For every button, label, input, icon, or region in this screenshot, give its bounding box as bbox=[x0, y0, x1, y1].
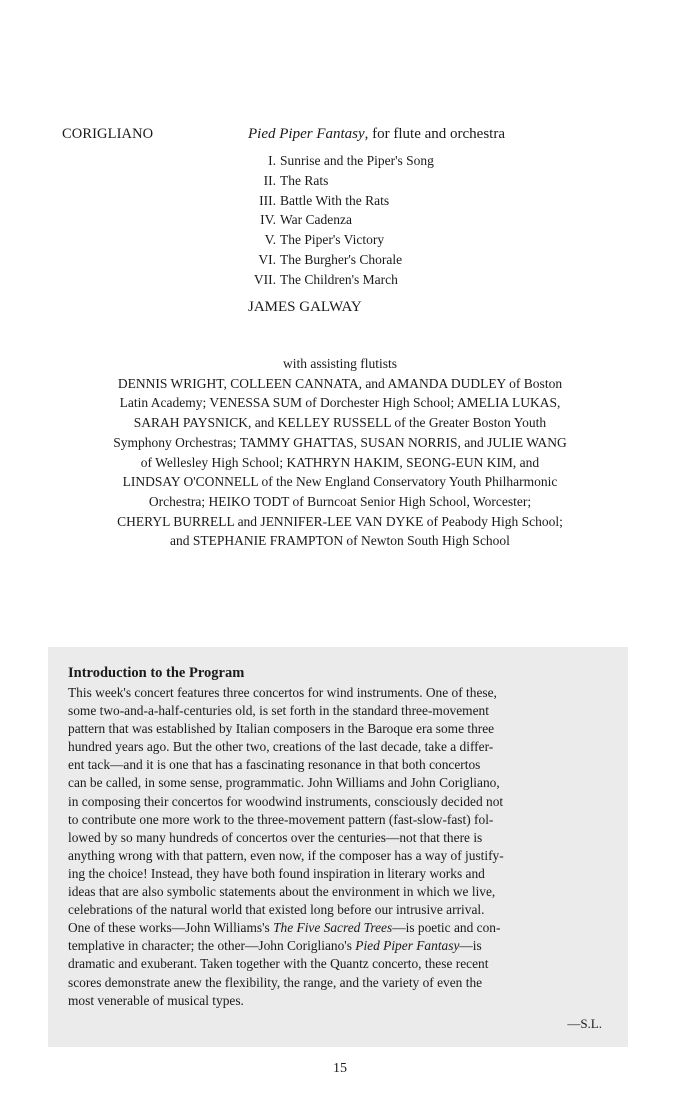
assisting-line: of Wellesley High School; KATHRYN HAKIM, SEONG-EUN KIM, and bbox=[140, 454, 540, 470]
assisting-line: DENNIS WRIGHT, COLLEEN CANNATA, and AMANDA DUDLEY of Boston bbox=[117, 375, 563, 391]
assisting-flutists bbox=[40, 354, 640, 551]
work-title-rest: , for flute and orchestra bbox=[364, 126, 505, 142]
assisting-line: SARAH PAYSNICK, and KELLEY RUSSELL of the Greater Boston Youth bbox=[133, 415, 547, 431]
assisting-line: Latin Academy; VENESSA SUM of Dorchester High School; AMELIA LUKAS, bbox=[119, 395, 561, 411]
movement-item bbox=[248, 250, 434, 270]
assisting-lead: with assisting flutists bbox=[282, 356, 397, 371]
introduction-heading: Introduction to the Program bbox=[68, 665, 245, 681]
movement-item bbox=[248, 230, 434, 250]
movement-title: The Rats bbox=[280, 172, 329, 188]
intro-line: hundred years ago. But the other two, creations of the last decade, take a differ- bbox=[68, 739, 494, 755]
movement-number: IV. bbox=[260, 212, 276, 228]
movement-number: VI. bbox=[258, 251, 276, 267]
intro-line: ing the choice! Instead, they have both found inspiration in literary works and bbox=[68, 865, 485, 881]
movement-title: Sunrise and the Piper's Song bbox=[280, 153, 434, 168]
movement-list bbox=[248, 151, 434, 290]
intro-line: pattern that was established by Italian composers in the Baroque era some three bbox=[68, 721, 495, 737]
intro-work-title: The Five Sacred Trees bbox=[273, 920, 393, 936]
assisting-line: and STEPHANIE FRAMPTON of Newton South High School bbox=[170, 533, 510, 549]
intro-text: templative in character; the other—John Corigliano's bbox=[68, 938, 356, 954]
intro-line bbox=[68, 937, 616, 955]
movement-number: VII. bbox=[253, 271, 276, 287]
assisting-line: Orchestra; HEIKO TODT of Burncoat Senior High School, Worcester; bbox=[148, 493, 532, 509]
movement-number: III. bbox=[259, 192, 276, 208]
composer-name: CORIGLIANO bbox=[62, 126, 154, 142]
introduction-content bbox=[68, 665, 616, 1032]
intro-line: to contribute one more work to the three-movement pattern (fast-slow-fast) fol- bbox=[68, 811, 494, 827]
author-signature: —S.L. bbox=[567, 1015, 602, 1031]
intro-text: —is poetic and con- bbox=[392, 920, 501, 936]
movement-number: I. bbox=[268, 153, 276, 168]
soloist-name: JAMES GALWAY bbox=[248, 299, 362, 315]
intro-line: can be called, in some sense, programmatic. John Williams and John Corigliano, bbox=[68, 775, 500, 791]
intro-work-title: Pied Piper Fantasy bbox=[355, 938, 460, 954]
assisting-line: LINDSAY O'CONNELL of the New England Conservatory Youth Philharmonic bbox=[122, 474, 558, 490]
movement-number: V. bbox=[264, 232, 276, 248]
intro-text: One of these works—John Williams's bbox=[68, 920, 274, 936]
intro-line: some two-and-a-half-centuries old, is set forth in the standard three-movement bbox=[68, 703, 489, 719]
work-title-italic: Pied Piper Fantasy bbox=[248, 126, 365, 142]
work-title bbox=[248, 126, 505, 143]
intro-line: dramatic and exuberant. Taken together with the Quantz concerto, these recent bbox=[68, 956, 489, 972]
movement-item bbox=[248, 210, 434, 230]
movement-title: Battle With the Rats bbox=[280, 192, 390, 208]
movement-item bbox=[248, 151, 434, 171]
intro-line: most venerable of musical types. bbox=[68, 992, 244, 1008]
page-number: 15 bbox=[333, 1061, 347, 1076]
movement-item bbox=[248, 171, 434, 191]
introduction-box bbox=[48, 647, 628, 1047]
intro-line: anything wrong with that pattern, even now, if the composer has a way of justify- bbox=[68, 847, 504, 863]
intro-line: ideas that are also symbolic statements about the environment in which we live, bbox=[68, 884, 496, 900]
assisting-line: Symphony Orchestras; TAMMY GHATTAS, SUSAN NORRIS, and JULIE WANG bbox=[113, 434, 567, 450]
movement-title: The Burgher's Chorale bbox=[280, 251, 403, 267]
movement-title: The Piper's Victory bbox=[280, 232, 385, 248]
intro-line: lowed by so many hundreds of concertos over the centuries—not that there is bbox=[68, 829, 483, 845]
movement-title: The Children's March bbox=[280, 271, 398, 287]
movement-item bbox=[248, 270, 434, 290]
intro-text: —is bbox=[459, 938, 482, 954]
intro-line: ent tack—and it is one that has a fascinating resonance in that both concertos bbox=[68, 757, 481, 773]
movement-item bbox=[248, 191, 434, 211]
assisting-line: CHERYL BURRELL and JENNIFER-LEE VAN DYKE of Peabody High School; bbox=[117, 513, 563, 529]
intro-line: in composing their concertos for woodwind instruments, consciously decided not bbox=[68, 793, 504, 809]
movement-title: War Cadenza bbox=[280, 212, 352, 228]
intro-line: scores demonstrate anew the flexibility, the range, and the variety of even the bbox=[68, 974, 483, 990]
intro-line: celebrations of the natural world that existed long before our intrusive arrival. bbox=[68, 902, 485, 918]
intro-line bbox=[68, 919, 616, 937]
movement-number: II. bbox=[263, 172, 276, 188]
intro-line: This week's concert features three concertos for wind instruments. One of these, bbox=[68, 685, 497, 700]
